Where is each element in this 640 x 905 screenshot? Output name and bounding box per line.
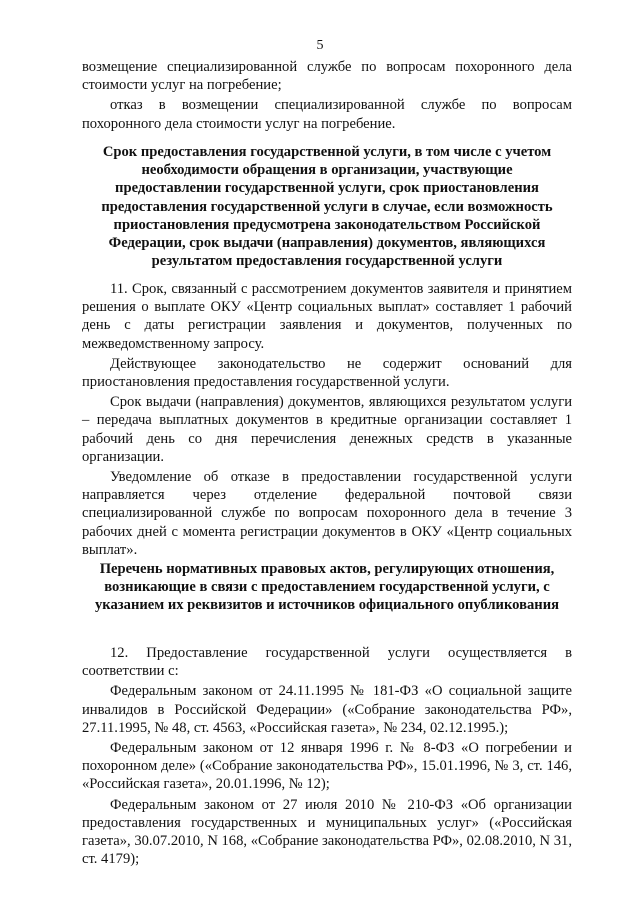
section-2-heading: Перечень нормативных правовых актов, регулирующих отношения, возникающие в связи с предоставлением государственной услуги, с указанием их реквизитов и источников официального опубликования bbox=[95, 561, 559, 614]
section-1-paragraph: Срок выдачи (направления) документов, являющихся результатом услуги – передача выплатных документов в кредитные организации составляет 1 рабочий день со дня перечисления денежных средств в указанные организации. bbox=[82, 394, 572, 465]
section-1-paragraph: Уведомление об отказе в предоставлении государственной услуги направляется через отделение федеральной почтовой связи специализированной службе по вопросам похоронного дела в течение 3 рабочих дней с момента регистрации документов в ОКУ «Центр социальных выплат». bbox=[82, 469, 572, 558]
section-1-body bbox=[82, 280, 572, 561]
intro-block bbox=[82, 58, 572, 135]
section-2-body bbox=[82, 644, 572, 870]
section-2-paragraph: 12. Предоставление государственной услуги осуществляется в соответствии с: bbox=[82, 645, 572, 680]
section-1-paragraph: Действующее законодательство не содержит оснований для приостановления предоставления государственной услуги. bbox=[82, 355, 572, 391]
section-1-heading: Срок предоставления государственной услуги, в том числе с учетом необходимости обращения в организации, участвующие предоставлении государственной услуги, срок приостановления предоставления государственной услуги в случае, если возможность приостановления предусмотрена законодательством Российской Федерации, срок выдачи (направления) документов, являющихся результатом предоставления государственной услуги bbox=[101, 144, 553, 270]
intro-paragraph: возмещение специализированной службе по вопросам похоронного дела стоимости услуг на погребение; bbox=[82, 59, 572, 94]
section-2-paragraph: Федеральным законом от 12 января 1996 г. № 8-ФЗ «О погребении и похоронном деле» («Собрание законодательства РФ», 15.01.1996, № 3, ст. 146, «Российская газета», 20.01.1996, № 12); bbox=[82, 740, 572, 793]
page-number: 5 bbox=[316, 38, 324, 53]
intro-paragraph: отказ в возмещении специализированной службе по вопросам похоронного дела стоимости услуг на погребение. bbox=[82, 97, 572, 132]
section-2-paragraph: Федеральным законом от 27 июля 2010 № 210-ФЗ «Об организации предоставления государственных и муниципальных услуг» («Российская газета», 30.07.2010, N 168, «Собрание законодательства РФ», 02.08.2010, N 31, ст. 4179); bbox=[82, 796, 572, 868]
section-1-paragraph: 11. Срок, связанный с рассмотрением документов заявителя и принятием решения о выплате ОКУ «Центр социальных выплат» составляет 1 рабочий день с даты регистрации заявления и документов, полученных по межведомственному запросу. bbox=[82, 281, 572, 352]
section-2-paragraph: Федеральным законом от 24.11.1995 № 181-ФЗ «О социальной защите инвалидов в Российской Федерации» («Собрание законодательства РФ», 27.11.1995, № 48, ст. 4563, «Российская газета», № 234, 02.12.1995.); bbox=[82, 683, 572, 736]
